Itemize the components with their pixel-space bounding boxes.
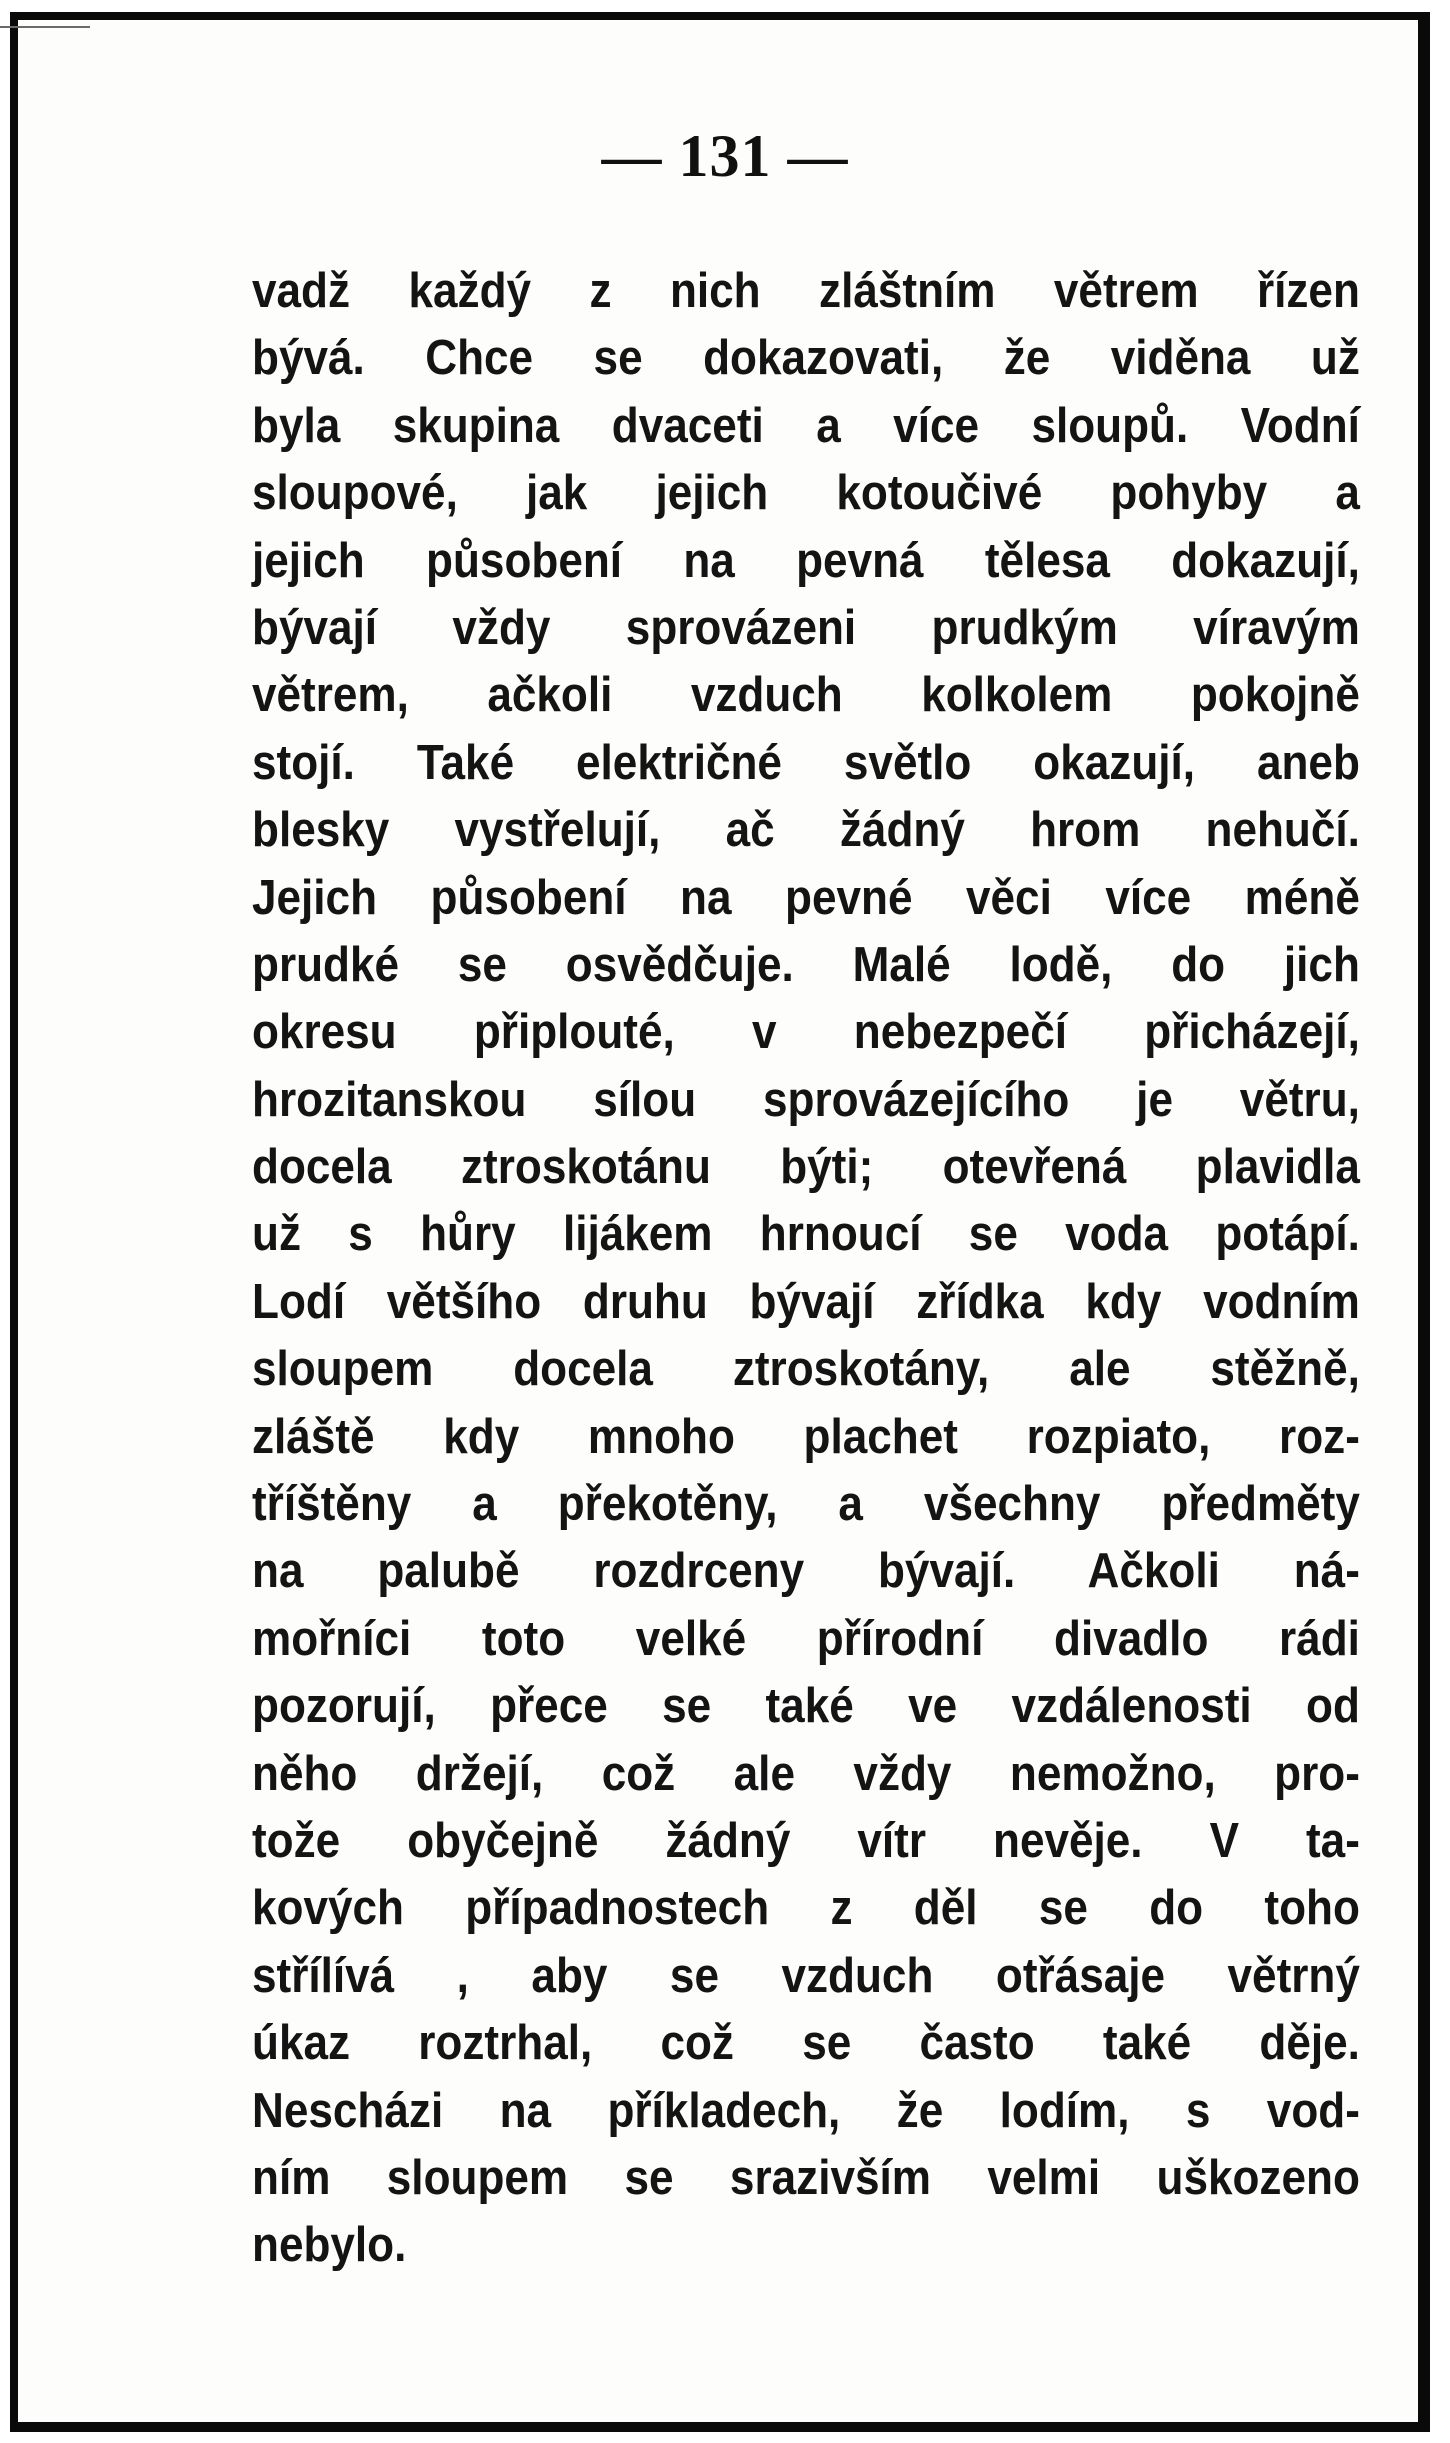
text-line: už s hůry lijákem hrnoucí se voda potápí. — [252, 1207, 1360, 1262]
text-line: vadž každý z nich zláštním větrem řízen — [252, 264, 1360, 318]
text-line: úkaz roztrhal, což se často také děje. — [252, 2016, 1360, 2071]
text-line: Nescházi na příkladech, že lodím, s vod- — [252, 2083, 1360, 2138]
text-line: mořníci toto velké přírodní divadlo rádi — [252, 1611, 1360, 1666]
text-line: sloupové, jak jejich kotoučivé pohyby a — [252, 466, 1360, 521]
text-line: větrem, ačkoli vzduch kolkolem pokojně — [252, 668, 1360, 723]
text-line: bývá. Chce se dokazovati, že viděna už — [252, 331, 1360, 386]
text-line: pozorují, přece se také ve vzdálenosti od — [252, 1679, 1360, 1734]
text-line: na palubě rozdrceny bývají. Ačkoli ná- — [252, 1544, 1360, 1599]
text-line: jejich působení na pevná tělesa dokazují, — [252, 533, 1360, 588]
text-line: kových případnostech z děl se do toho — [252, 1881, 1360, 1936]
text-line: střílívá , aby se vzduch otřásaje větrný — [252, 1948, 1360, 2003]
text-line: blesky vystřelují, ač žádný hrom nehučí. — [252, 803, 1360, 858]
scan-edge-mark — [0, 26, 90, 28]
body-text — [252, 258, 1360, 2280]
text-line: bývají vždy sprovázeni prudkým víravým — [252, 600, 1360, 655]
text-line: tože obyčejně žádný vítr nevěje. V ta- — [252, 1813, 1360, 1868]
text-line: prudké se osvědčuje. Malé lodě, do jich — [252, 937, 1360, 992]
text-line: stojí. Také električné světlo okazují, aneb — [252, 735, 1360, 790]
text-line: okresu připlouté, v nebezpečí přicházejí, — [252, 1005, 1360, 1060]
text-line: byla skupina dvaceti a více sloupů. Vodní — [252, 398, 1360, 453]
text-line: hrozitanskou sílou sprovázejícího je větru, — [252, 1072, 1360, 1127]
text-line: sloupem docela ztroskotány, ale stěžně, — [252, 1342, 1360, 1397]
text-line: ním sloupem se srazivším velmi uškozeno — [252, 2150, 1360, 2205]
text-line: zláště kdy mnoho plachet rozpiato, roz- — [252, 1409, 1360, 1464]
text-line: Lodí většího druhu bývají zřídka kdy vodním — [252, 1274, 1360, 1329]
text-line: Jejich působení na pevné věci více méně — [252, 870, 1360, 925]
text-line: něho držejí, což ale vždy nemožno, pro- — [252, 1746, 1360, 1801]
text-line: tříštěny a překotěny, a všechny předměty — [252, 1477, 1360, 1532]
text-line: nebylo. — [252, 2218, 407, 2273]
text-line: docela ztroskotánu býti; otevřená plavidla — [252, 1140, 1360, 1195]
page-number: — 131 — — [601, 123, 849, 189]
